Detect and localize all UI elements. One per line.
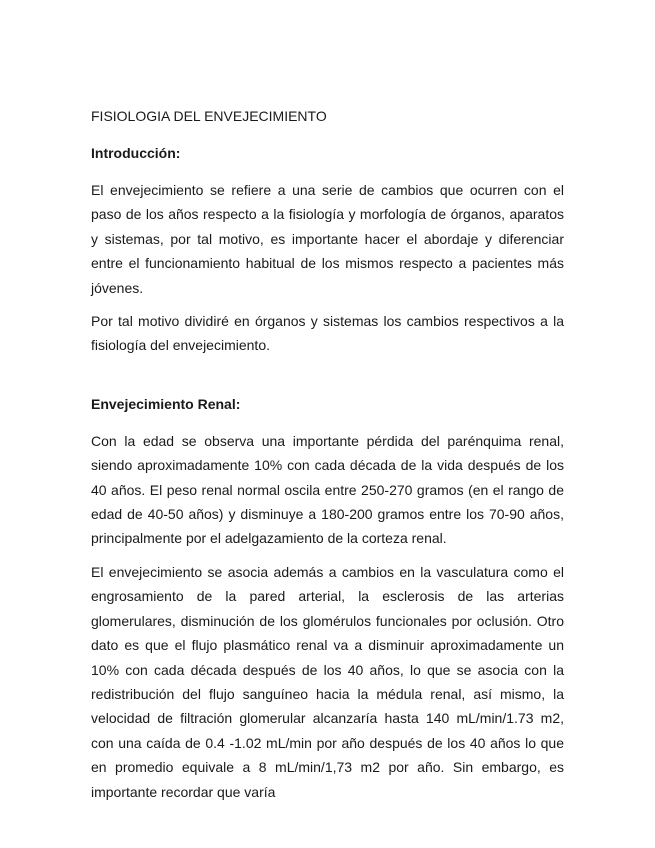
document-page bbox=[91, 104, 564, 813]
paragraph-renal-1: Con la edad se observa una importante pérdida del parénquima renal, siendo aproximadamente 10% con cada década de la vida después de los 40 años. El peso renal normal oscila entre 250-270 gramos (en el rango de edad de 40-50 años) y disminuye a 180-200 gramos entre los 70-90 años, principalmente por el adelgazamiento de la corteza renal. bbox=[91, 432, 564, 547]
paragraph-renal-2: El envejecimiento se asocia además a cambios en la vasculatura como el engrosamiento de la pared arterial, la esclerosis de las arterias glomerulares, disminución de los glomérulos funcionales por oclusión. Otro dato es que el flujo plasmático renal va a disminuir aproximadamente un 10% con cada década después de los 40 años, lo que se asocia con la redistribución del flujo sanguíneo hacia la médula renal, así mismo, la velocidad de filtración glomerular alcanzaría hasta 140 mL/min/1.73 m2, con una caída de 0.4 -1.02 mL/min por año después de los 40 años lo que en promedio equivale a 8 mL/min/1,73 m2 por año. Sin embargo, es importante recordar que varía bbox=[91, 563, 564, 800]
section-heading-renal: Envejecimiento Renal: bbox=[91, 395, 241, 412]
document-title: FISIOLOGIA DEL ENVEJECIMIENTO bbox=[91, 108, 327, 124]
paragraph-intro-2: Por tal motivo dividiré en órganos y sistemas los cambios respectivos a la fisiología del envejecimiento. bbox=[91, 313, 564, 354]
paragraph-intro-1: El envejecimiento se refiere a una serie de cambios que ocurren con el paso de los años respecto a la fisiología y morfología de órganos, aparatos y sistemas, por tal motivo, es importante hacer el abordaje y diferenciar entre el funcionamiento habitual de los mismos respecto a pacientes más jóvenes. bbox=[91, 182, 564, 296]
section-heading-introduccion: Introducción: bbox=[91, 145, 181, 161]
section-spacer bbox=[91, 367, 564, 392]
